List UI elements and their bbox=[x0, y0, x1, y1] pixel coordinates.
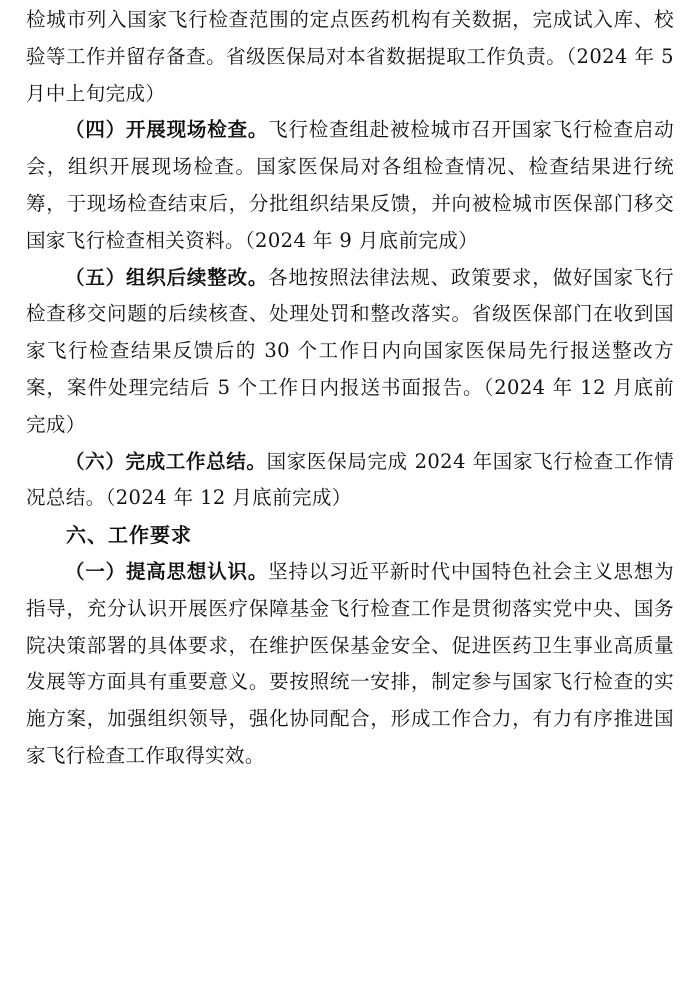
section-6-heading: 六、工作要求 bbox=[66, 523, 192, 548]
item-5-lead: （五）组织后续整改。 bbox=[65, 265, 269, 289]
item-5-paragraph bbox=[26, 260, 674, 444]
continuation-text: 检城市列入国家飞行检查范围的定点医药机构有关数据，完成试入库、校验等工作并留存备查。省级医保局对本省数据提取工作负责。（2024 年 5 月中上旬完成） bbox=[26, 8, 674, 105]
item-5-body: 各地按照法律法规、政策要求，做好国家飞行检查移交问题的后续核查、处理处罚和整改落实。省级医保部门在收到国家飞行检查结果反馈后的 30 个工作日内向国家医保局先行报送整改方案，案件处理完结后 5 个工作日内报送书面报告。（2024 年 12 月底前完成） bbox=[26, 265, 674, 436]
item-6-body: 国家医保局完成 2024 年国家飞行检查工作情况总结。（2024 年 12 月底前完成） bbox=[26, 449, 674, 510]
item-6-paragraph bbox=[26, 444, 674, 518]
document-page bbox=[26, 2, 674, 775]
item-4-lead: （四）开展现场检查。 bbox=[65, 118, 269, 142]
item-6-1-paragraph bbox=[26, 554, 674, 775]
item-4-body: 飞行检查组赴被检城市召开国家飞行检查启动会，组织开展现场检查。国家医保局对各组检查情况、检查结果进行统筹，于现场检查结束后，分批组织结果反馈，并向被检城市医保部门移交国家飞行检查相关资料。（2024 年 9 月底前完成） bbox=[26, 118, 674, 252]
item-4-paragraph bbox=[26, 112, 674, 259]
item-6-1-body: 坚持以习近平新时代中国特色社会主义思想为指导，充分认识开展医疗保障基金飞行检查工作是贯彻落实党中央、国务院决策部署的具体要求，在维护医保基金安全、促进医药卫生事业高质量发展等方面具有重要意义。要按照统一安排，制定参与国家飞行检查的实施方案，加强组织领导，强化协同配合，形成工作合力，有力有序推进国家飞行检查工作取得实效。 bbox=[26, 559, 674, 767]
item-6-lead: （六）完成工作总结。 bbox=[65, 449, 267, 473]
item-6-1-lead: （一）提高思想认识。 bbox=[65, 559, 269, 583]
continuation-paragraph bbox=[26, 2, 674, 112]
